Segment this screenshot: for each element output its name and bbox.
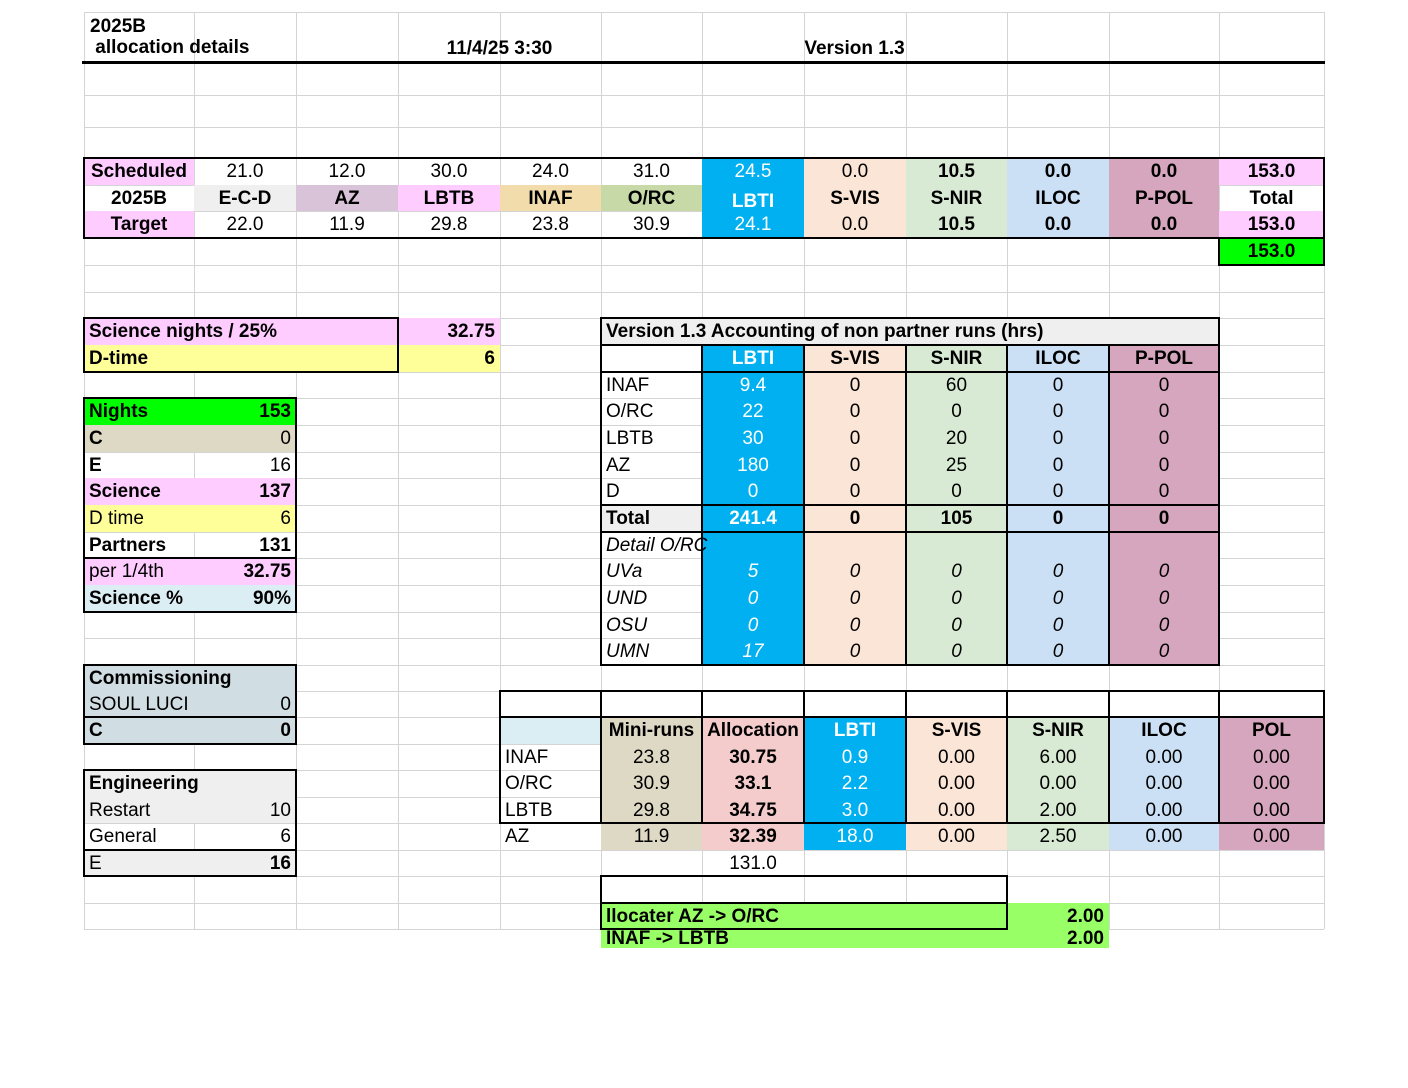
- accounting-row-az-label: AZ: [606, 454, 631, 476]
- accounting-column-divider: [905, 345, 907, 665]
- accounting-column-divider: [1006, 345, 1008, 665]
- summary-d-time-label: D time: [84, 505, 194, 532]
- miniruns-column-divider: [600, 691, 602, 823]
- accounting-inaf-lbti: 9.4: [702, 372, 804, 398]
- accounting-row-inaf-label: INAF: [606, 374, 650, 396]
- miniruns-lbtb-lbti: 3.0: [804, 797, 906, 823]
- miniruns-header-iloc: ILOC: [1109, 717, 1219, 744]
- miniruns-header-pol: POL: [1219, 717, 1324, 744]
- miniruns-inaf-iloc: 0.00: [1109, 744, 1219, 770]
- miniruns-az-pol: 0.00: [1219, 823, 1324, 850]
- miniruns-column-divider: [1108, 691, 1110, 823]
- engineering-title: Engineering: [84, 770, 296, 797]
- miniruns-column-divider: [1218, 691, 1220, 823]
- accounting-lbtb-iloc: 0: [1007, 425, 1109, 452]
- accounting-o-rc-s-nir: 0: [906, 398, 1007, 425]
- miniruns-header-bottom-border: [500, 716, 1324, 718]
- detail-row-uva-label: UVa: [606, 561, 643, 582]
- column-header-e-c-d: E-C-D: [194, 185, 296, 211]
- accounting-o-rc-lbti: 22: [702, 398, 804, 425]
- miniruns-inaf-lbti: 0.9: [804, 744, 906, 770]
- accounting-az-p-pol: 0: [1109, 452, 1219, 478]
- commissioning-c-value: 0: [194, 717, 296, 744]
- accounting-title: Version 1.3 Accounting of non partner runs (hrs): [601, 318, 1219, 345]
- accounting-d-iloc: 0: [1007, 478, 1109, 505]
- accounting-o-rc-p-pol: 0: [1109, 398, 1219, 425]
- detail-umn-lbti: 17: [702, 638, 804, 665]
- commissioning-total-top-border: [84, 716, 296, 718]
- commissioning-soul-luci-value: 0: [194, 691, 296, 717]
- summary-science--value: 90%: [194, 585, 296, 612]
- target-inaf: 23.8: [532, 214, 569, 235]
- accounting-header-s-nir: S-NIR: [906, 345, 1007, 372]
- header-version: Version 1.3: [804, 38, 905, 59]
- accounting-total-lbti: 241.4: [702, 505, 804, 532]
- scheduled-p-pol: 0.0: [1109, 158, 1219, 185]
- target-s-vis: 0.0: [804, 211, 906, 238]
- column-header-iloc: ILOC: [1007, 185, 1109, 211]
- miniruns-o-rc-mini-runs: 30.9: [601, 770, 702, 797]
- miniruns-lbtb-pol: 0.00: [1219, 797, 1324, 823]
- engineering-e-value: 16: [194, 850, 296, 876]
- miniruns-lbtb-s-vis: 0.00: [906, 797, 1007, 823]
- dtime-label: D-time: [84, 345, 398, 372]
- accounting-detail-spacer: [1007, 532, 1109, 558]
- detail-uva-iloc: 0: [1007, 558, 1109, 585]
- detail-osu-s-nir: 0: [906, 612, 1007, 638]
- accounting-total-top-border: [601, 504, 1219, 506]
- summary-e-label: E: [89, 454, 102, 476]
- column-header-inaf: INAF: [500, 185, 601, 211]
- miniruns-corner: [500, 717, 601, 744]
- scheduled-s-vis: 0.0: [804, 158, 906, 185]
- miniruns-row-o-rc-label: O/RC: [505, 773, 553, 794]
- accounting-total-p-pol: 0: [1109, 505, 1219, 532]
- accounting-detail-spacer: [804, 532, 906, 558]
- summary-science--label: Science %: [84, 585, 194, 612]
- target-e-c-d: 22.0: [226, 214, 264, 235]
- accounting-o-rc-iloc: 0: [1007, 398, 1109, 425]
- miniruns-header-s-nir: S-NIR: [1007, 717, 1109, 744]
- detail-osu-iloc: 0: [1007, 612, 1109, 638]
- target-o-rc: 30.9: [633, 214, 670, 235]
- engineering-e-label: E: [84, 850, 194, 876]
- miniruns-inaf-s-vis: 0.00: [906, 744, 1007, 770]
- miniruns-lbtb-allocation: 34.75: [702, 797, 804, 823]
- summary-d-time-value: 6: [194, 505, 296, 532]
- accounting-d-s-nir: 0: [906, 478, 1007, 505]
- target-az: 11.9: [329, 214, 365, 235]
- accounting-row-o-rc-label: O/RC: [606, 401, 654, 422]
- engineering-general-value: 6: [280, 826, 291, 847]
- accounting-inaf-s-nir: 60: [906, 372, 1007, 398]
- scheduled-inaf: 24.0: [532, 161, 569, 182]
- target-s-nir: 10.5: [906, 211, 1007, 238]
- transfer-0-label: llocater AZ -> O/RC: [601, 903, 1007, 929]
- accounting-az-s-vis: 0: [804, 452, 906, 478]
- engineering-general-label: General: [89, 826, 157, 847]
- miniruns-header-allocation: Allocation: [702, 717, 804, 744]
- accounting-az-lbti: 180: [702, 452, 804, 478]
- accounting-header-bottom-border: [601, 371, 1219, 373]
- accounting-column-divider: [1108, 345, 1110, 665]
- miniruns-header-mini-runs: Mini-runs: [601, 717, 702, 744]
- accounting-d-p-pol: 0: [1109, 478, 1219, 505]
- miniruns-o-rc-s-nir: 0.00: [1007, 770, 1109, 797]
- scheduled-total: 153.0: [1219, 158, 1324, 185]
- detail-umn-p-pol: 0: [1109, 638, 1219, 665]
- accounting-column-divider: [803, 345, 805, 665]
- accounting-inaf-p-pol: 0: [1109, 372, 1219, 398]
- accounting-inaf-s-vis: 0: [804, 372, 906, 398]
- miniruns-az-lbti: 18.0: [804, 823, 906, 850]
- semester-label: 2025B: [111, 187, 167, 209]
- accounting-total-iloc: 0: [1007, 505, 1109, 532]
- accounting-az-iloc: 0: [1007, 452, 1109, 478]
- miniruns-az-iloc: 0.00: [1109, 823, 1219, 850]
- target-p-pol: 0.0: [1109, 211, 1219, 238]
- summary-science-value: 137: [194, 478, 296, 505]
- column-header-s-vis: S-VIS: [804, 185, 906, 211]
- summary-nights-label: Nights: [84, 398, 194, 425]
- column-header-lbti: LBTI: [702, 185, 804, 211]
- column-header-lbtb: LBTB: [398, 185, 500, 211]
- miniruns-o-rc-iloc: 0.00: [1109, 770, 1219, 797]
- accounting-lbtb-lbti: 30: [702, 425, 804, 452]
- accounting-header-iloc: ILOC: [1007, 345, 1109, 372]
- miniruns-row-lbtb-label: LBTB: [505, 799, 553, 821]
- accounting-total-s-vis: 0: [804, 505, 906, 532]
- accounting-lbtb-s-nir: 20: [906, 425, 1007, 452]
- summary-per-1-4th-value: 32.75: [194, 558, 296, 585]
- accounting-detail-label: Detail O/RC: [606, 534, 708, 556]
- miniruns-az-mini-runs: 11.9: [601, 823, 702, 850]
- accounting-detail-spacer: [1109, 532, 1219, 558]
- detail-und-s-vis: 0: [804, 585, 906, 612]
- transfer-0-value: 2.00: [1007, 903, 1109, 929]
- transfers-divider: [601, 902, 1007, 904]
- summary-per-1-4th-label: per 1/4th: [84, 558, 194, 585]
- detail-osu-p-pol: 0: [1109, 612, 1219, 638]
- miniruns-lbtb-s-nir: 2.00: [1007, 797, 1109, 823]
- scheduled-iloc: 0.0: [1007, 158, 1109, 185]
- engineering-restart-value: 10: [194, 797, 296, 823]
- detail-osu-lbti: 0: [702, 612, 804, 638]
- miniruns-inaf-s-nir: 6.00: [1007, 744, 1109, 770]
- miniruns-column-divider: [701, 691, 703, 823]
- accounting-d-lbti: 0: [702, 478, 804, 505]
- engineering-total-top-border: [84, 849, 296, 851]
- detail-und-p-pol: 0: [1109, 585, 1219, 612]
- engineering-restart-label: Restart: [84, 797, 194, 823]
- summary-c-label: C: [84, 425, 194, 452]
- science-percent-top-border: [84, 557, 296, 559]
- detail-uva-s-vis: 0: [804, 558, 906, 585]
- miniruns-o-rc-pol: 0.00: [1219, 770, 1324, 797]
- column-header-p-pol: P-POL: [1109, 185, 1219, 211]
- scheduled-o-rc: 31.0: [633, 161, 670, 182]
- miniruns-column-divider: [905, 691, 907, 823]
- target-lbtb: 29.8: [430, 214, 468, 235]
- summary-e-value: 16: [269, 454, 291, 476]
- miniruns-inaf-pol: 0.00: [1219, 744, 1324, 770]
- miniruns-header-lbti: LBTI: [804, 717, 906, 744]
- accounting-total-s-nir: 105: [906, 505, 1007, 532]
- target-lbti: 24.1: [702, 211, 804, 238]
- detail-uva-s-nir: 0: [906, 558, 1007, 585]
- miniruns-row-az-label: AZ: [505, 826, 530, 847]
- transfer-1-label: INAF -> LBTB: [601, 929, 1007, 948]
- accounting-inaf-iloc: 0: [1007, 372, 1109, 398]
- target-label: Target: [84, 211, 194, 238]
- scheduled-s-nir: 10.5: [906, 158, 1007, 185]
- detail-uva-lbti: 5: [702, 558, 804, 585]
- header-datetime: 11/4/25 3:30: [446, 38, 553, 59]
- detail-row-und-label: UND: [606, 588, 648, 609]
- science-nights-label: Science nights / 25%: [84, 318, 398, 345]
- miniruns-column-divider: [1006, 691, 1008, 823]
- detail-row-osu-label: OSU: [606, 614, 648, 636]
- column-header-o-rc: O/RC: [601, 185, 702, 211]
- detail-umn-s-vis: 0: [804, 638, 906, 665]
- accounting-row-d-label: D: [606, 481, 620, 502]
- accounting-header-lbti: LBTI: [702, 345, 804, 372]
- miniruns-lbtb-iloc: 0.00: [1109, 797, 1219, 823]
- column-header-az: AZ: [296, 185, 398, 211]
- miniruns-inaf-allocation: 30.75: [702, 744, 804, 770]
- accounting-row-lbtb-label: LBTB: [606, 428, 654, 449]
- sheet-title-semester: 2025B: [90, 15, 146, 37]
- transfer-1-value: 2.00: [1007, 929, 1109, 948]
- scheduled-az: 12.0: [328, 161, 366, 182]
- accounting-lbtb-p-pol: 0: [1109, 425, 1219, 452]
- accounting-header-s-vis: S-VIS: [804, 345, 906, 372]
- summary-nights-value: 153: [194, 398, 296, 425]
- commissioning-soul-luci-label: SOUL LUCI: [84, 691, 194, 717]
- detail-und-lbti: 0: [702, 585, 804, 612]
- dtime-value: 6: [398, 345, 500, 372]
- miniruns-row-inaf-label: INAF: [505, 746, 549, 768]
- sheet-title-subtitle: allocation details: [90, 37, 250, 58]
- miniruns-inaf-mini-runs: 23.8: [601, 744, 702, 770]
- summary-science-label: Science: [84, 478, 194, 505]
- miniruns-az-s-nir: 2.50: [1007, 823, 1109, 850]
- detail-umn-s-nir: 0: [906, 638, 1007, 665]
- accounting-detail-spacer: [906, 532, 1007, 558]
- target-iloc: 0.0: [1007, 211, 1109, 238]
- check-total: 153.0: [1219, 238, 1324, 265]
- detail-und-iloc: 0: [1007, 585, 1109, 612]
- accounting-d-s-vis: 0: [804, 478, 906, 505]
- miniruns-o-rc-allocation: 33.1: [702, 770, 804, 797]
- detail-osu-s-vis: 0: [804, 612, 906, 638]
- accounting-az-s-nir: 25: [906, 452, 1007, 478]
- sheet-title: [84, 12, 294, 62]
- detail-umn-iloc: 0: [1007, 638, 1109, 665]
- commissioning-title: Commissioning: [84, 665, 296, 691]
- summary-partners-value: 131: [259, 534, 291, 556]
- column-header-total: Total: [1249, 187, 1294, 209]
- scheduled-lbtb: 30.0: [430, 161, 468, 182]
- miniruns-o-rc-lbti: 2.2: [804, 770, 906, 797]
- miniruns-lbtb-mini-runs: 29.8: [601, 797, 702, 823]
- scheduled-label: Scheduled: [84, 158, 194, 185]
- detail-row-umn-label: UMN: [606, 641, 650, 662]
- miniruns-allocation-sum: 131.0: [729, 852, 777, 874]
- accounting-o-rc-s-vis: 0: [804, 398, 906, 425]
- detail-und-s-nir: 0: [906, 585, 1007, 612]
- science-nights-value: 32.75: [398, 318, 500, 345]
- summary-partners-label: Partners: [89, 534, 167, 556]
- miniruns-az-allocation: 32.39: [702, 823, 804, 850]
- target-total: 153.0: [1219, 211, 1324, 238]
- miniruns-o-rc-s-vis: 0.00: [906, 770, 1007, 797]
- accounting-total-label: Total: [601, 505, 702, 532]
- commissioning-c-label: C: [84, 717, 194, 744]
- summary-c-value: 0: [194, 425, 296, 452]
- scheduled-lbti: 24.5: [702, 158, 804, 185]
- detail-uva-p-pol: 0: [1109, 558, 1219, 585]
- column-header-s-nir: S-NIR: [906, 185, 1007, 211]
- header-divider: [82, 61, 1325, 64]
- scheduled-e-c-d: 21.0: [226, 161, 264, 182]
- accounting-lbtb-s-vis: 0: [804, 425, 906, 452]
- miniruns-az-s-vis: 0.00: [906, 823, 1007, 850]
- accounting-header-p-pol: P-POL: [1109, 345, 1219, 372]
- miniruns-column-divider: [803, 691, 805, 823]
- miniruns-header-s-vis: S-VIS: [906, 717, 1007, 744]
- accounting-column-divider: [701, 345, 703, 665]
